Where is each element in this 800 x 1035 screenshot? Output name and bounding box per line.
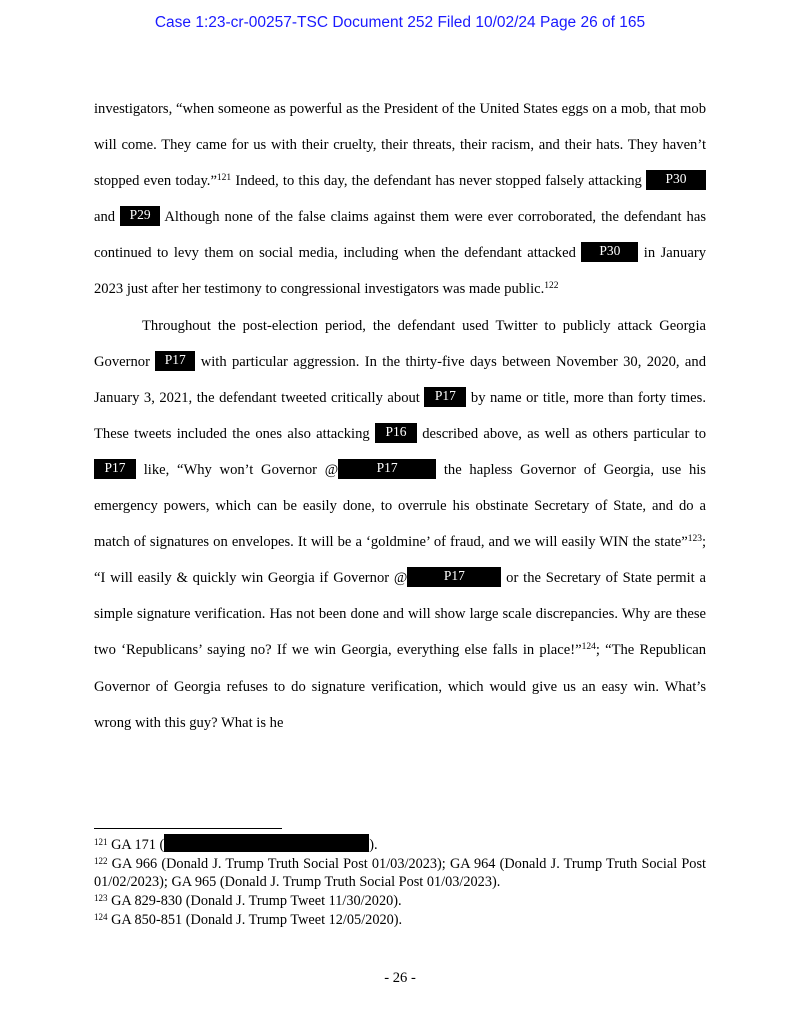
text-run: and: [94, 209, 121, 226]
redaction-box: P17: [407, 567, 501, 587]
text-run: with particular aggression. In the thirty-five days between November 30, 2020, and January 3, 2021, the defendant tweeted critically about: [94, 353, 707, 406]
redaction-box: P17: [94, 459, 136, 479]
footnote-123: [94, 893, 706, 910]
text-run: or the Secretary of State permit a simple signature verification. Has not been done and will show large scale discrepancies. Why are these two ‘Republicans’ saying no? If we win Georgia, everything else falls in place!”: [94, 570, 707, 659]
footnote-divider: [94, 828, 282, 829]
redaction-box: P30: [581, 242, 638, 262]
footnote-text: ).: [369, 837, 378, 853]
redaction-box: P17: [424, 387, 466, 407]
redaction-box: P17: [338, 459, 436, 479]
footnote-124: [94, 912, 706, 929]
footnote-text: GA 171 (: [107, 837, 165, 853]
redaction-box: P17: [155, 351, 195, 371]
footnotes: [94, 834, 706, 932]
text-run: by name or title, more than forty times. These tweets included the ones also attacking: [94, 389, 706, 442]
redaction-box: P29: [120, 206, 160, 226]
text-run: investigators, “when someone as powerful as the President of the United States eggs on a mob, that mob will come. They came for us with their cruelty, their threats, their racism, and their hats. They haven’t stopped even today.”: [94, 101, 706, 190]
page-number: - 26 -: [384, 970, 416, 986]
body-text: [94, 91, 706, 741]
text-run: Indeed, to this day, the defendant has never stopped falsely attacking: [231, 173, 646, 190]
text-run: like, “Why won’t Governor @: [136, 461, 339, 478]
text-run: described above, as well as others particular to: [416, 425, 706, 442]
case-header: Case 1:23-cr-00257-TSC Document 252 Filed 10/02/24 Page 26 of 165: [154, 14, 646, 31]
footnote-121: [94, 834, 706, 854]
footnote-ref[interactable]: 123: [687, 534, 702, 545]
redaction-box: [164, 834, 369, 852]
redaction-box: P16: [375, 423, 417, 443]
text-run: ; “The Republican Governor of Georgia refuses to do signature verification, which would give us an easy win. What’s wrong with this guy? What is he: [94, 642, 706, 731]
text-run: in January 2023 just after her testimony to congressional investigators was made public.: [94, 245, 706, 298]
footnote-text: GA 829-830 (Donald J. Trump Tweet 11/30/2020).: [107, 892, 402, 909]
footnote-122: [94, 856, 706, 890]
text-run: ; “I will easily & quickly win Georgia if Governor @: [94, 534, 706, 587]
footnote-number: 124: [94, 912, 108, 923]
footnote-number: 123: [94, 892, 108, 903]
text-run: Although none of the false claims against them were ever corroborated, the defendant has continued to levy them on social media, including when the defendant attacked: [94, 209, 706, 262]
footnote-ref[interactable]: 124: [581, 642, 596, 653]
footnote-number: 122: [94, 856, 108, 867]
paragraph-1: [94, 91, 706, 308]
footnote-text: GA 850-851 (Donald J. Trump Tweet 12/05/2020).: [107, 912, 403, 929]
text-run: the hapless Governor of Georgia, use his emergency powers, which can be easily done, to overrule his obstinate Secretary of State, and do a match of signatures on envelopes. It will be a ‘goldmine’ of fraud, and we will easily WIN the state”: [94, 461, 706, 551]
paragraph-2: [94, 308, 706, 741]
text-run: Throughout the post-election period, the defendant used Twitter to publicly attack Georgia Governor: [94, 317, 706, 370]
redaction-box: P30: [646, 170, 706, 190]
footnote-ref[interactable]: 122: [544, 281, 559, 292]
footnote-text: GA 966 (Donald J. Trump Truth Social Post 01/03/2023); GA 964 (Donald J. Trump Truth Social Post 01/02/2023); GA 965 (Donald J. Trump Truth Social Post 01/03/2023).: [94, 856, 706, 890]
footnote-ref[interactable]: 121: [216, 173, 232, 184]
footnote-number: 121: [94, 837, 108, 847]
